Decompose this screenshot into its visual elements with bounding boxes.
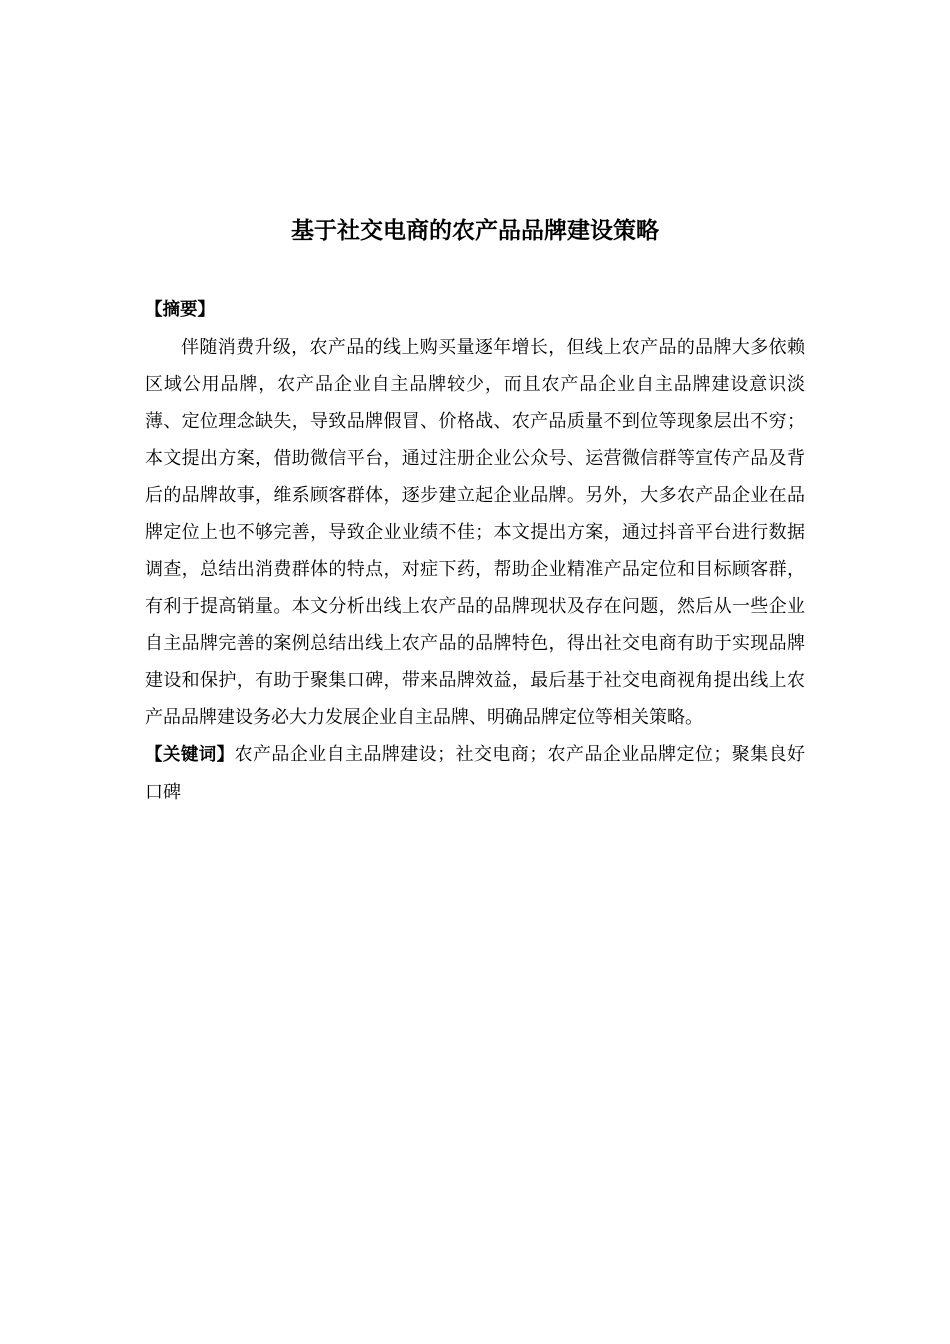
document-body	[145, 292, 805, 811]
abstract-paragraph: 伴随消费升级，农产品的线上购买量逐年增长，但线上农产品的品牌大多依赖区域公用品牌，农产品企业自主品牌较少，而且农产品企业自主品牌建设意识淡薄、定位理念缺失，导致品牌假冒、价格战、农产品质量不到位等现象层出不穷；本文提出方案，借助微信平台，通过注册企业公众号、运营微信群等宣传产品及背后的品牌故事，维系顾客群体，逐步建立起企业品牌。另外，大多农产品企业在品牌定位上也不够完善，导致企业业绩不佳；本文提出方案，通过抖音平台进行数据调查，总结出消费群体的特点，对症下药，帮助企业精准产品定位和目标顾客群，有利于提高销量。本文分析出线上农产品的品牌现状及存在问题，然后从一些企业自主品牌完善的案例总结出线上农产品的品牌特色，得出社交电商有助于实现品牌建设和保护，有助于聚集口碑，带来品牌效益，最后基于社交电商视角提出线上农产品品牌建设务必大力发展企业自主品牌、明确品牌定位等相关策略。	[145, 337, 805, 728]
keywords-text: 农产品企业自主品牌建设；社交电商；农产品企业品牌定位；聚集良好口碑	[145, 744, 806, 803]
document-title: 基于社交电商的农产品品牌建设策略	[291, 218, 659, 244]
keywords-paragraph	[145, 736, 805, 811]
abstract-heading: 【摘要】	[145, 300, 215, 320]
keywords-label: 【关键词】	[145, 745, 235, 765]
